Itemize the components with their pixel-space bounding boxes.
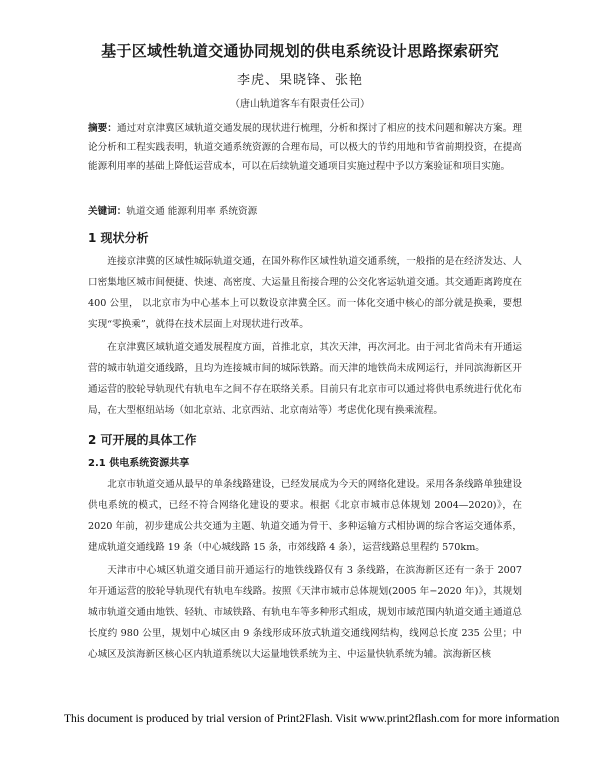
abstract-text: 通过对京津冀区域轨道交通发展的现状进行梳理，分析和探讨了相应的技术问题和解决方案。理论分析和工程实践表明，轨道交通系统资源的合理布局，可以极大的节约用地和节省前期投资，在提高能源利用率的基础上降低运营成本，可以在后续轨道交通项目实施过程中予以方案验证和项目实施。 [88, 123, 522, 173]
section-heading-2: 2 可开展的具体工作 [88, 433, 197, 447]
keywords [88, 205, 522, 219]
section-2-1-paragraph-2: 天津市中心城区轨道交通目前开通运行的地铁线路仅有 3 条线路，在滨海新区还有一条于 2007 年开通运营的胶轮导轨现代有轨电车线路。按照《天津市城市总体规划(2005 年−2020 年)》，其规划城市轨道交通由地铁、轻轨、市域铁路、有轨电车等多种形式组成，规划市域范围内轨道交通主通道总长度约 980 公里，规划中心城区由 9 条线形成环放式轨道交通线网结构，线网总长度 235 公里；中心城区及滨海新区核心区内轨道系统以大运量地铁系统为主、中运量快轨系统为辅。滨海新区核 [88, 565, 522, 660]
paper-authors: 李虎、果晓锋、张艳 [236, 73, 363, 88]
subsection-heading-2-1: 2.1 供电系统资源共享 [88, 458, 190, 469]
abstract-label: 摘要： [88, 123, 117, 134]
section-1-paragraph-2: 在京津冀区域轨道交通发展程度方面，首推北京，其次天津，再次河北。由于河北省尚未有开通运营的城市轨道交通线路，且均为连接城市间的城际铁路。而天津的地铁尚未成网运行，并同滨海新区开通运营的胶轮导轨现代有轨电车之间不存在联络关系。目前只有北京市可以通过将供电系统进行优化布局，在大型枢纽站场（如北京站、北京西站、北京南站等）考虑优化现有换乘流程。 [88, 342, 522, 416]
paper-affiliation: （唐山轨道客车有限责任公司） [230, 99, 370, 110]
section-1-paragraph-1: 连接京津冀的区域性城际轨道交通，在国外称作区域性轨道交通系统，一般指的是在经济发达、人口密集地区城市间便捷、快速、高密度、大运量且衔接合理的公交化客运轨道交通。其交通距离跨度在 400 公里， 以北京市为中心基本上可以数设京津冀全区。而一体化交通中核心的部分就是换乘，要想实现“零换乘”，就得在技术层面上对现状进行改革。 [88, 256, 522, 330]
keywords-text: 轨道交通 能源利用率 系统资源 [126, 206, 258, 217]
keywords-label: 关键词： [88, 206, 127, 217]
paper-title: 基于区域性轨道交通协同规划的供电系统设计思路探索研究 [101, 42, 499, 60]
section-2-1-paragraph-1: 北京市轨道交通从最早的单条线路建设，已经发展成为今天的网络化建设。采用各条线路单独建设供电系统的模式，已经不符合网络化建设的要求。根据《北京市城市总体规划 2004—2020)》，在 2020 年前，初步建成公共交通为主题、轨道交通为骨干、多种运输方式相协调的综合客运交通体系，建成轨道交通线路 19 条（中心城线路 15 条，市郊线路 4 条），运营线路总里程约 570km。 [88, 479, 522, 553]
abstract [88, 119, 522, 177]
section-heading-1: 1 现状分析 [88, 231, 149, 245]
trial-watermark-footer: This document is produced by trial version of Print2Flash. Visit www.print2flash.com for more information [64, 713, 560, 725]
